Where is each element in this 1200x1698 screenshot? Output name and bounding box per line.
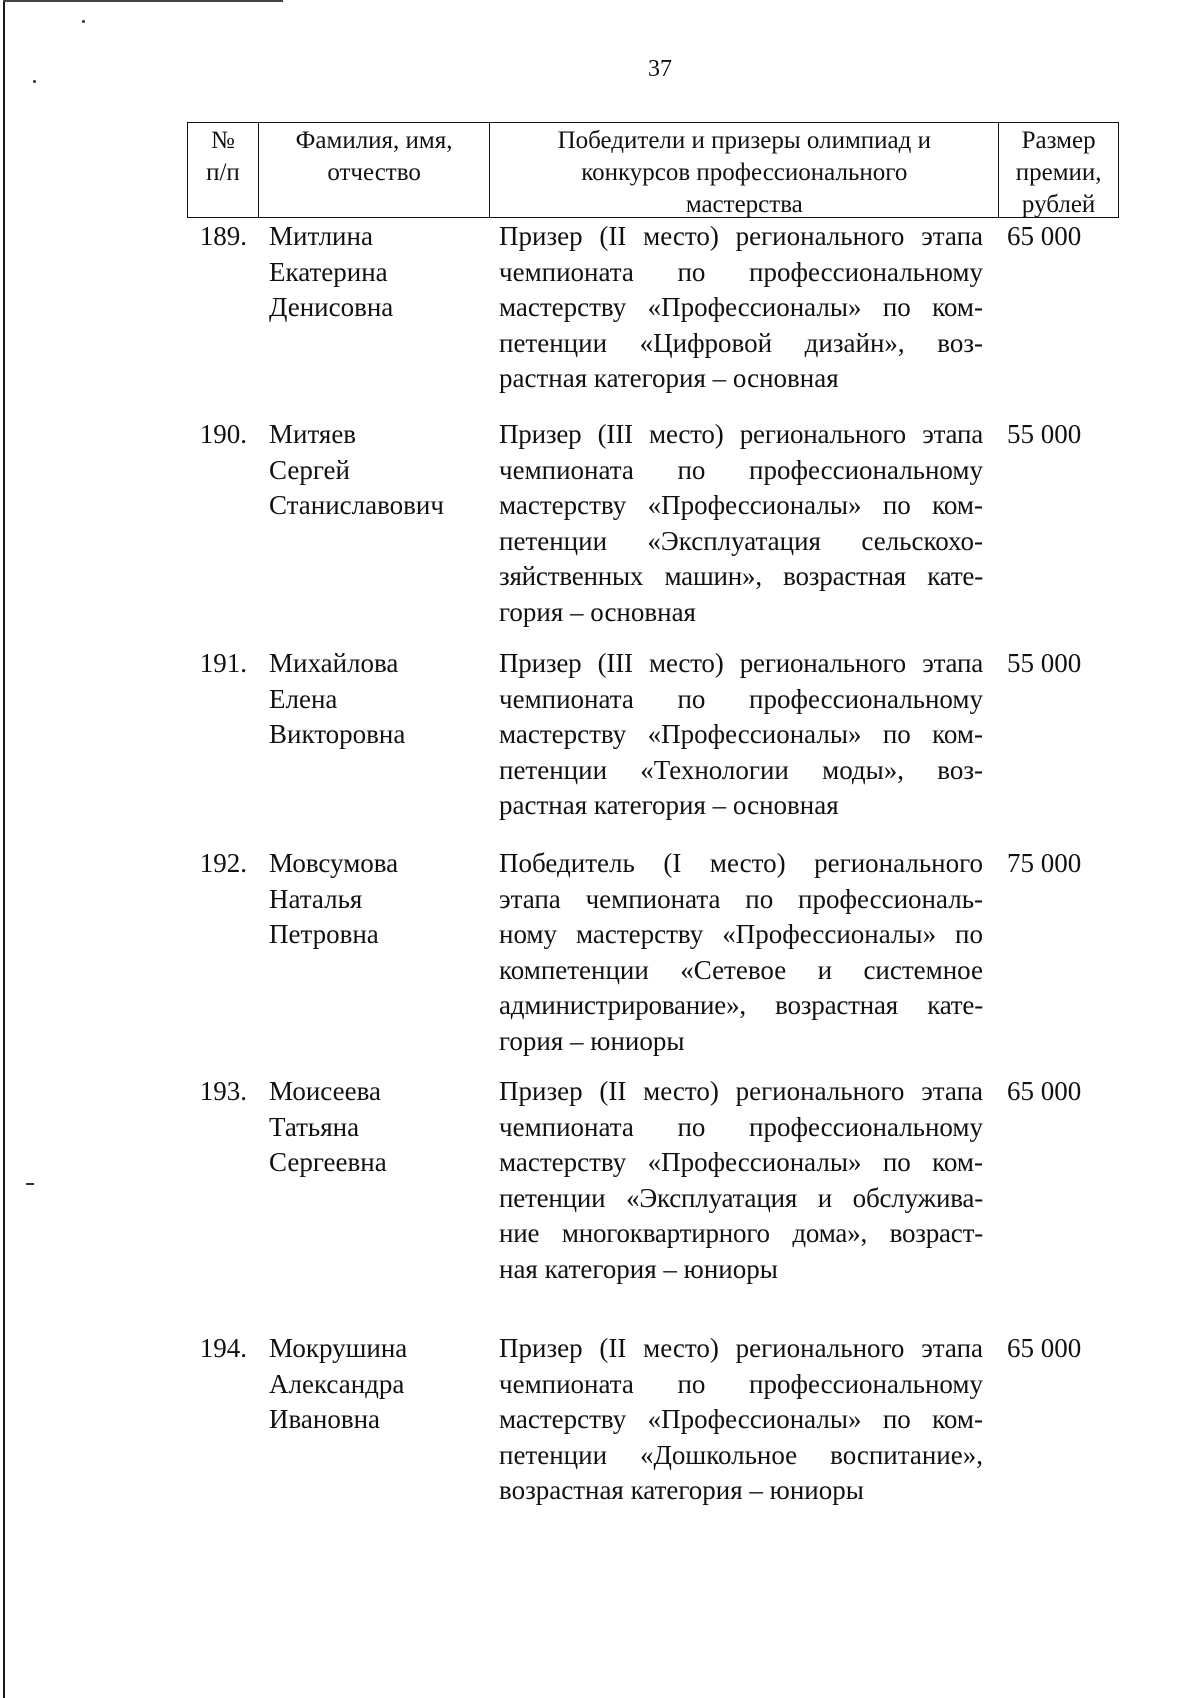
achievement-description: Призер (II место) регионального этапа чемпионата по профессиональному мастерству «Профессионалы» по ком- петенции «Дошкольное воспитание», возрастная категория – юниоры [499, 1333, 983, 1505]
row-number: 189. [199, 221, 247, 251]
scan-speck [82, 20, 85, 23]
header-full-name: Фамилия, имя, отчество [258, 123, 490, 217]
header-achievement: Победители и призеры олимпиад и конкурсов профессионального мастерства [489, 123, 998, 217]
row-number: 193. [199, 1076, 247, 1106]
scan-left-edge [3, 0, 5, 1698]
prize-amount: 55 000 [1007, 648, 1082, 678]
achievement-description: Призер (III место) регионального этапа чемпионата по профессиональному мастерству «Профессионалы» по ком- петенции «Технологии моды», воз- растная категория – основная [499, 648, 983, 820]
scan-speck [26, 1183, 34, 1185]
person-name: Митяев Сергей Станиславович [269, 419, 444, 520]
prize-amount: 65 000 [1007, 1333, 1082, 1363]
achievement-description: Призер (II место) регионального этапа чемпионата по профессиональному мастерству «Профессионалы» по ком- петенции «Эксплуатация и обслужива- ние многоквартирного дома», возраст- ная категория – юниоры [499, 1076, 983, 1284]
row-number: 191. [199, 648, 247, 678]
row-number: 194. [199, 1333, 247, 1363]
header-number: № п/п [206, 127, 240, 186]
achievement-description: Призер (II место) регионального этапа чемпионата по профессиональному мастерству «Профессионалы» по ком- петенции «Цифровой дизайн», воз- растная категория – основная [499, 221, 983, 393]
person-name: Мовсумова Наталья Петровна [269, 848, 399, 949]
person-name: Михайлова Елена Викторовна [269, 648, 406, 749]
prize-amount: 75 000 [1007, 848, 1082, 878]
scan-top-edge [3, 0, 283, 2]
achievement-description: Победитель (I место) регионального этапа чемпионата по профессиональ- ному мастерству «Профессионалы» по компетенции «Сетевое и системное администрирование», возрастная кате- гория – юниоры [499, 848, 983, 1056]
person-name: Митлина Екатерина Денисовна [269, 221, 394, 322]
person-name: Моисеева Татьяна Сергеевна [269, 1076, 387, 1177]
row-number: 192. [199, 848, 247, 878]
prize-amount: 65 000 [1007, 1076, 1082, 1106]
person-name: Мокрушина Александра Ивановна [269, 1333, 408, 1434]
page-number: 37 [648, 56, 672, 82]
header-prize-amount: Размер премии, рублей [998, 123, 1118, 217]
table-header [187, 122, 1119, 218]
prize-amount: 55 000 [1007, 419, 1082, 449]
row-number: 190. [199, 419, 247, 449]
prize-amount: 65 000 [1007, 221, 1082, 251]
achievement-description: Призер (III место) регионального этапа чемпионата по профессиональному мастерству «Профессионалы» по ком- петенции «Эксплуатация сельскохо- зяйственных машин», возрастная кате- гория – основная [499, 419, 983, 627]
